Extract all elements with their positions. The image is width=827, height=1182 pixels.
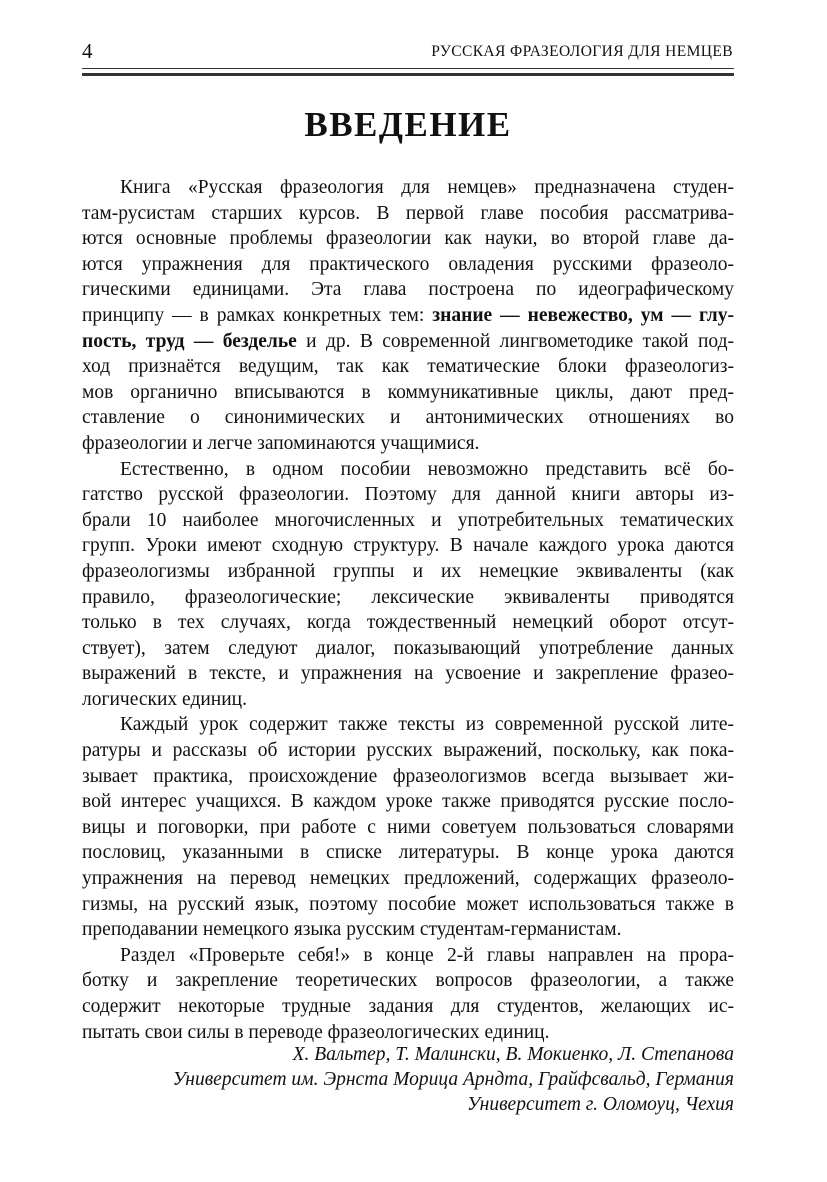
text-line: ставление о синонимических и антонимических отношениях во [82, 407, 734, 429]
page-number: 4 [82, 39, 93, 63]
text-line: пословиц, указанными в списке литературы. В конце урока даются [82, 842, 734, 864]
text-line: содержит некоторые трудные задания для студентов, желающих ис- [82, 996, 734, 1017]
text-line: фразеологии и легче запоминаются учащимися. [82, 432, 480, 454]
text-line: Книга «Русская фразеология для немцев» предназначена студен- [120, 177, 734, 198]
text-line: Каждый урок содержит также тексты из современной русской лите- [120, 714, 734, 736]
text-line: гическими единицами. Эта глава построена по идеографическому [82, 279, 734, 301]
text-line: логических единиц. [82, 688, 247, 710]
text-line: фразеологизмы избранной группы и их немецкие эквиваленты (как [82, 560, 734, 582]
signature-authors: Х. Вальтер, Т. Малински, В. Мокиенко, Л. Степанова [292, 1044, 734, 1065]
text-line: ратуры и рассказы об истории русских выражений, поскольку, как пока- [82, 740, 734, 762]
signature-block [82, 1042, 734, 1117]
header-rule-thin [82, 68, 734, 69]
signature-affiliation-2: Университет г. Оломоуц, Чехия [467, 1094, 734, 1115]
text-line: там-русистам старших курсов. В первой главе пособия рассматрива- [82, 202, 734, 224]
text-line: гатство русской фразеологии. Поэтому для данной книги авторы из- [82, 484, 734, 506]
text-line: Естественно, в одном пособии невозможно представить всё бо- [120, 458, 734, 480]
bold-term: знание — невежество, ум — глу- [432, 304, 734, 326]
text-run: принципу — в рамках конкретных тем: [82, 304, 433, 326]
text-line: зывает практика, происхождение фразеологизмов всегда вызывает жи- [82, 765, 734, 787]
body-text [82, 175, 734, 1045]
signature-affiliation-1: Университет им. Эрнста Морица Арндта, Грайфсвальд, Германия [172, 1069, 734, 1090]
text-line: вицы и поговорки, при работе с ними советуем пользоваться словарями [82, 816, 734, 838]
text-line: упражнения на перевод немецких предложений, содержащих фразеоло- [82, 868, 734, 890]
text-line: ботку и закрепление теоретических вопросов фразеологии, а также [82, 970, 734, 992]
text-line: вой интерес учащихся. В каждом уроке также приводятся русские посло- [82, 791, 734, 813]
running-head: РУССКАЯ ФРАЗЕОЛОГИЯ ДЛЯ НЕМЦЕВ [431, 43, 733, 60]
text-run: и др. В современной лингвометодике такой под- [296, 330, 734, 352]
text-line: ход признаётся ведущим, так как тематические блоки фразеологиз- [82, 356, 734, 378]
text-line: пытать свои силы в переводе фразеологических единиц. [82, 1021, 550, 1043]
text-line [82, 303, 734, 329]
header-rule-thick [82, 73, 734, 76]
text-line [82, 329, 734, 355]
paragraph [82, 457, 734, 713]
text-line: мов органично вписываются в коммуникативные циклы, дают пред- [82, 381, 734, 403]
text-line: Раздел «Проверьте себя!» в конце 2-й главы направлен на прора- [120, 944, 734, 966]
text-line: выражений в тексте, и упражнения на усвоение и закрепление фразео- [82, 663, 734, 685]
paragraph [82, 943, 734, 1045]
text-line: брали 10 наиболее многочисленных и употребительных тематических [82, 509, 734, 531]
paragraph [82, 712, 734, 942]
bold-term: пость, труд — безделье [82, 330, 297, 352]
paragraph [82, 175, 734, 457]
text-line: гизмы, на русский язык, поэтому пособие может использоваться также в [82, 893, 734, 915]
text-line: преподавании немецкого языка русским студентам-германистам. [82, 919, 622, 941]
text-line: ствует), затем следуют диалог, показывающий употребление данных [82, 637, 734, 659]
text-line: правило, фразеологические; лексические эквиваленты приводятся [82, 586, 734, 608]
text-line: только в тех случаях, когда тождественный немецкий оборот отсут- [82, 612, 734, 634]
chapter-title: ВВЕДЕНИЕ [304, 105, 512, 144]
text-line: ются упражнения для практического овладения русскими фразеоло- [82, 253, 734, 275]
text-line: ются основные проблемы фразеологии как науки, во второй главе да- [82, 228, 734, 250]
text-line: групп. Уроки имеют сходную структуру. В начале каждого урока даются [82, 535, 734, 557]
